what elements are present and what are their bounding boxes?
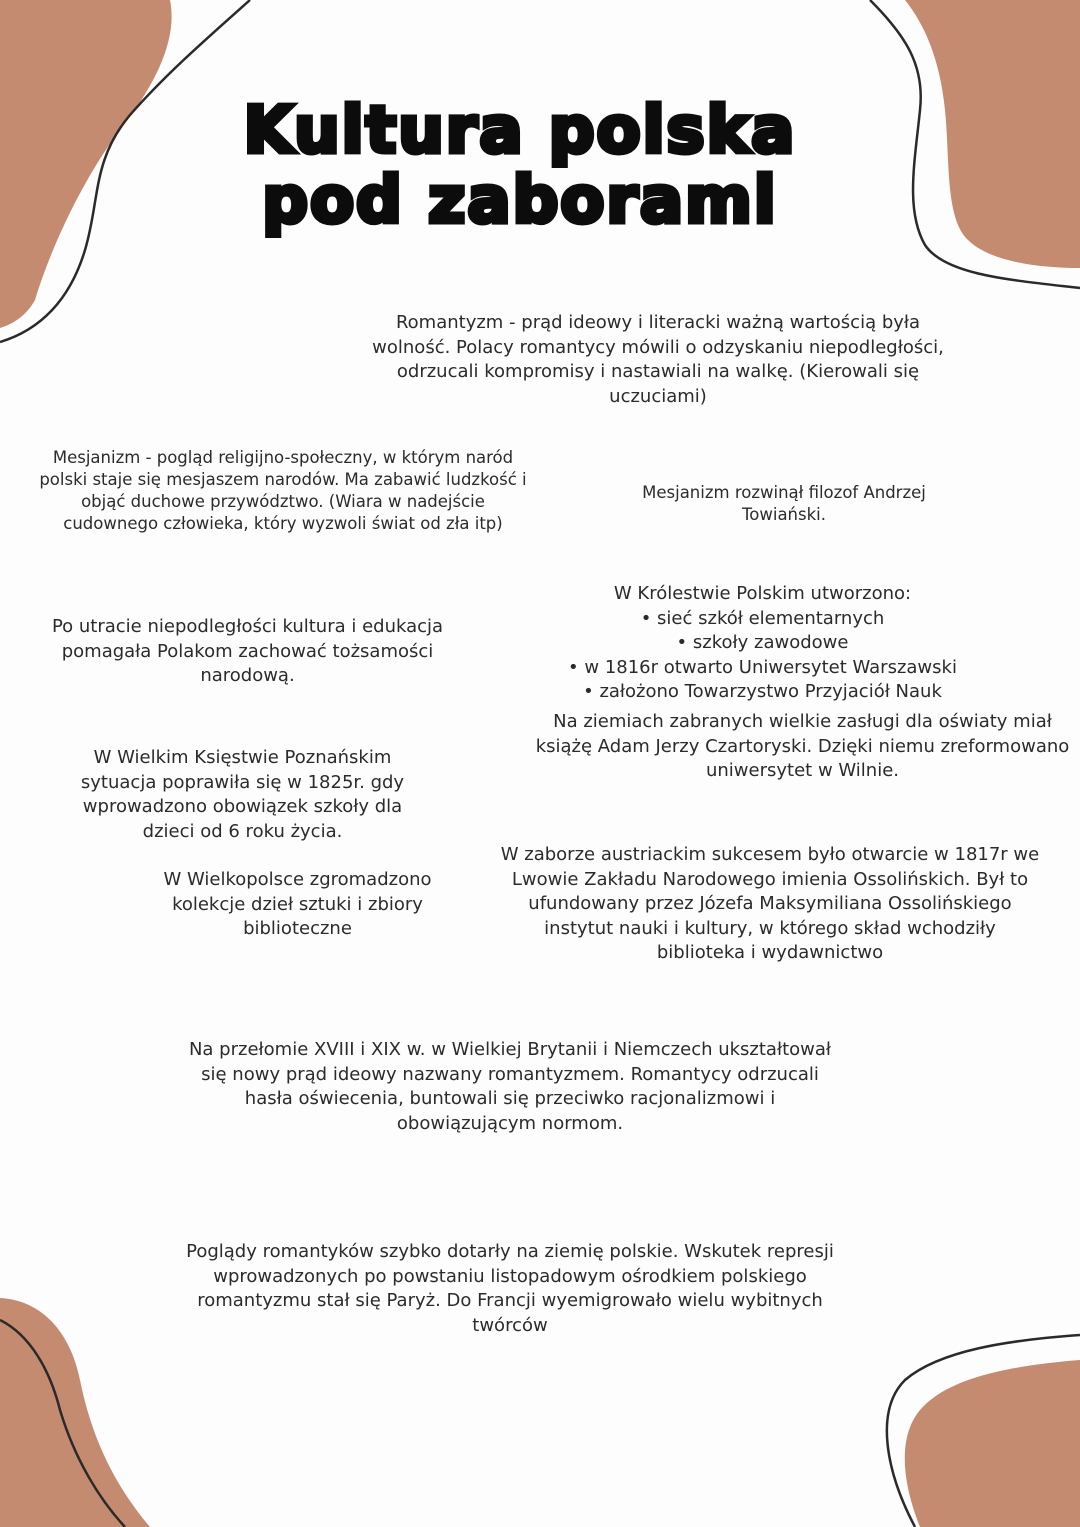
krolestwo-list (505, 607, 1020, 705)
list-item: • w 1816r otwarto Uniwersytet Warszawski (505, 656, 1020, 681)
poznanskie-note: W Wielkim Księstwie Poznańskim sytuacja poprawiła się w 1825r. gdy wprowadzono obowiązek szkoły dla dzieci od 6 roku życia. (80, 747, 405, 842)
towianski-note: Mesjanizm rozwinął filozof Andrzej Towiański. (642, 483, 926, 524)
blob-bottom-left (0, 1298, 150, 1527)
wielkopolska-note: W Wielkopolsce zgromadzono kolekcje dzieł sztuki i zbiory biblioteczne (163, 869, 432, 939)
czartoryski-note: Na ziemiach zabranych wielkie zasługi dla oświaty miał książę Adam Jerzy Czartoryski. Dzięki niemu zreformowano uniwersytet w Wilnie. (535, 711, 1070, 781)
romantyzm-definition: Romantyzm - prąd ideowy i literacki ważną wartością była wolność. Polacy romantycy mówili o odzyskaniu niepodległości, odrzucali kompromisy i nastawiali na walkę. (Kierowali się uczuciami) (372, 312, 944, 407)
mesjanizm-definition: Mesjanizm - pogląd religijno-społeczny, w którym naród polski staje się mesjaszem narodów. Ma zabawić ludzkość i objąć duchowe przywództwo. (Wiara w nadejście cudownego człowieka, który wyzwoli świat od zła itp) (39, 448, 527, 533)
list-item: • założono Towarzystwo Przyjaciół Nauk (505, 680, 1020, 705)
list-item: • szkoły zawodowe (505, 631, 1020, 656)
blob-bottom-right (905, 1360, 1080, 1527)
krolestwo-intro: W Królestwie Polskim utworzono: (613, 583, 912, 604)
zabor-austriacki-note: W zaborze austriackim sukcesem było otwarcie w 1817r we Lwowie Zakładu Narodowego imienia Ossolińskich. Był to ufundowany przez Józefa Maksymiliana Ossolińskiego instytut nauki i kultury, w którego skład wchodziły biblioteka i wydawnictwo (500, 844, 1040, 963)
title-line-1: Kultura polska (243, 94, 797, 168)
poglady-romantykow-note: Poglądy romantyków szybko dotarły na ziemię polskie. Wskutek represji wprowadzonych po powstaniu listopadowym ośrodkiem polskiego romantyzmu stał się Paryż. Do Francji wyemigrowało wielu wybitnych twórców (186, 1241, 834, 1336)
page-title (0, 96, 1040, 236)
title-line-2: pod zaborami (262, 164, 778, 238)
przelom-wiekow-note: Na przełomie XVIII i XIX w. w Wielkiej Brytanii i Niemczech ukształtował się nowy prąd ideowy nazwany romantyzmem. Romantycy odrzucali hasła oświecenia, buntowali się przeciwko racjonalizmowi i obowiązującym normom. (188, 1039, 832, 1134)
kultura-edukacja-note: Po utracie niepodległości kultura i edukacja pomagała Polakom zachować tożsamości narodową. (51, 616, 444, 686)
list-item: • sieć szkół elementarnych (505, 607, 1020, 632)
krolestwo-polskie-block (505, 582, 1020, 705)
